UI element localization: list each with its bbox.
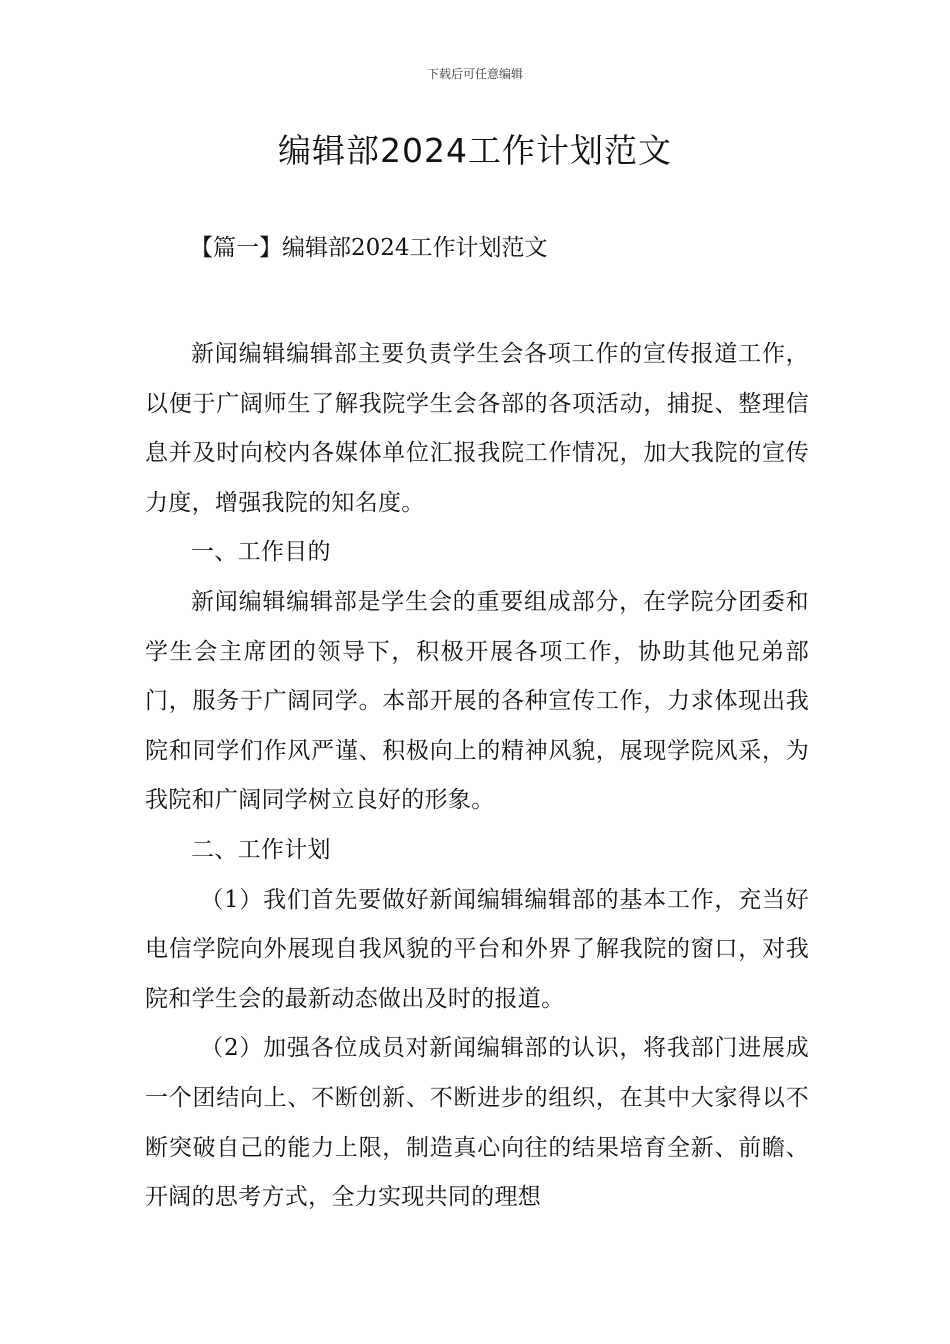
intro-paragraph: 新闻编辑编辑部主要负责学生会各项工作的宣传报道工作，以便于广阔师生了解我院学生会各部的各项活动，捕捉、整理信息并及时向校内各媒体单位汇报我院工作情况，加大我院的宣传力度，增强我院的知名度。 [145,341,809,516]
plan-item-1: （1）我们首先要做好新闻编辑编辑部的基本工作，充当好电信学院向外展现自我风貌的平台和外界了解我院的窗口，对我院和学生会的最新动态做出及时的报道。 [145,886,809,1012]
page-header-note: 下载后可任意编辑 [426,67,523,81]
heading-work-goal: 一、工作目的 [191,539,331,566]
document-title: 编辑部2024工作计划范文 [278,131,672,170]
heading-work-plan: 二、工作计划 [191,836,331,863]
section-heading: 【篇一】编辑部2024工作计划范文 [190,235,548,261]
document-body [145,330,809,1223]
plan-item-2: （2）加强各位成员对新闻编辑部的认识，将我部门进展成一个团结向上、不断创新、不断进步的组织，在其中大家得以不断突破自己的能力上限，制造真心向往的结果培育全新、前瞻、开阔的思考方式，全力实现共同的理想 [145,1035,809,1211]
goal-paragraph: 新闻编辑编辑部是学生会的重要组成部分，在学院分团委和学生会主席团的领导下，积极开展各项工作，协助其他兄弟部门，服务于广阔同学。本部开展的各种宣传工作，力求体现出我院和同学们作风严谨、积极向上的精神风貌，展现学院风采，为我院和广阔同学树立良好的形象。 [145,588,809,814]
